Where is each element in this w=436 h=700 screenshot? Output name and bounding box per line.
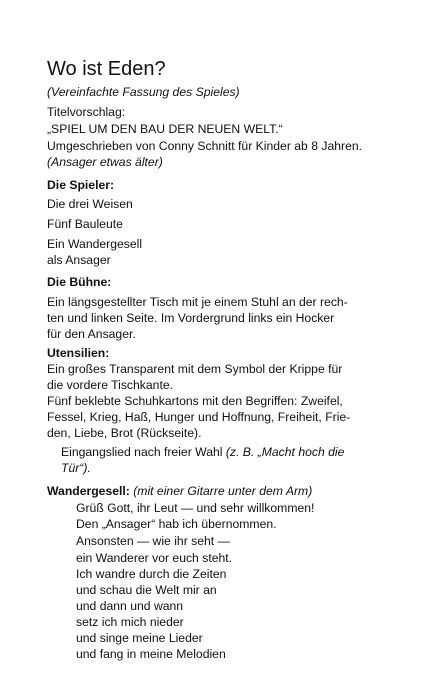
- players-heading: Die Spieler:: [47, 178, 115, 192]
- song-line: Grüß Gott, ihr Leut — und sehr willkommen!: [76, 501, 315, 515]
- entrance-song-note: [61, 444, 344, 460]
- song-line: Ansonsten — wie ihr seht —: [76, 534, 230, 548]
- subtitle: (Vereinfachte Fassung des Spieles): [47, 85, 240, 99]
- song-line: ein Wanderer vor euch steht.: [76, 551, 233, 565]
- speaker-line: [47, 483, 312, 499]
- song-line: und fang in meine Melodien: [76, 647, 226, 661]
- title-suggestion: „SPIEL UM DEN BAU DER NEUEN WELT.“: [47, 122, 283, 136]
- props-heading: Utensilien:: [47, 346, 110, 360]
- player-item-continued: als Ansager: [47, 253, 111, 267]
- song-line: Ich wandre durch die Zeiten: [76, 567, 227, 581]
- song-line: und schau die Welt mir an: [76, 583, 217, 597]
- entrance-example-continued: Tür“).: [61, 461, 91, 475]
- stage-direction: (mit einer Gitarre unter dem Arm): [129, 484, 313, 498]
- props-text: die vordere Tischkante.: [47, 378, 174, 392]
- song-line: setz ich mich nieder: [76, 615, 184, 629]
- stage-text: für den Ansager.: [47, 327, 136, 341]
- rewritten-credit: Umgeschrieben von Conny Schnitt für Kinder ab 8 Jahren.: [47, 139, 363, 153]
- props-text: Fünf beklebte Schuhkartons mit den Begriffen: Zweifel,: [47, 394, 343, 408]
- song-line: und dann und wann: [76, 599, 184, 613]
- stage-heading: Die Bühne:: [47, 275, 112, 289]
- rewritten-note: (Ansager etwas älter): [47, 155, 163, 169]
- song-line: Den „Ansager“ hab ich übernommen.: [76, 517, 277, 531]
- entrance-text: Eingangslied nach freier Wahl: [61, 445, 226, 459]
- props-text: Fessel, Krieg, Haß, Hunger und Hoffnung, Freiheit, Frie-: [47, 410, 351, 424]
- props-text: Ein großes Transparent mit dem Symbol der Krippe für: [47, 362, 343, 376]
- speaker-name: Wandergesell:: [47, 484, 130, 498]
- player-item: Die drei Weisen: [47, 197, 133, 211]
- song-line: und singe meine Lieder: [76, 631, 203, 645]
- player-item: Fünf Bauleute: [47, 217, 123, 231]
- player-item: Ein Wandergesell: [47, 237, 143, 251]
- stage-text: ten und linken Seite. Im Vordergrund links ein Hocker: [47, 311, 335, 325]
- entrance-example: (z. B. „Macht hoch die: [225, 445, 345, 459]
- title-note-label: Titelvorschlag:: [47, 105, 126, 119]
- page-title: Wo ist Eden?: [47, 58, 166, 80]
- stage-text: Ein längsgestellter Tisch mit je einem Stuhl an der rech-: [47, 295, 348, 309]
- props-text: den, Liebe, Brot (Rückseite).: [47, 426, 202, 440]
